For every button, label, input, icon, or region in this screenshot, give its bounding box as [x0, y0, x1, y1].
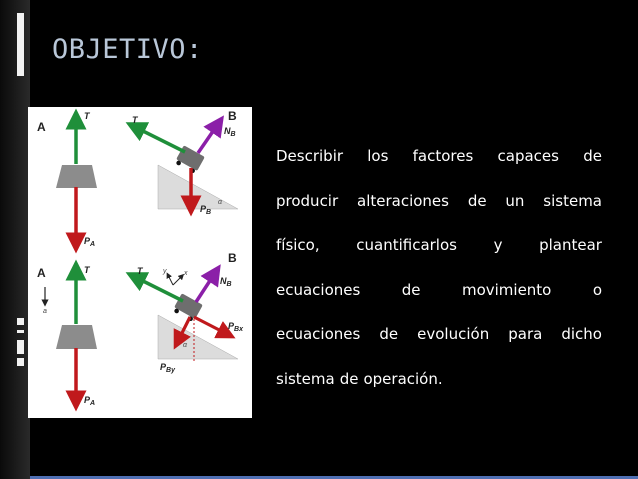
component-x-label: $P_{Bx}$ — [228, 321, 243, 333]
word: factores — [412, 147, 474, 165]
word: operación. — [363, 369, 443, 388]
weight-label-a-top: $P_A$ — [84, 236, 96, 248]
weight-label-b-top: $P_B$ — [200, 204, 212, 216]
tension-label-a-top: T — [84, 111, 90, 121]
word: físico, — [276, 236, 320, 254]
tension-arrow-b-top — [135, 127, 185, 152]
word: de — [339, 369, 359, 388]
word: dicho — [561, 325, 602, 343]
force-diagram-figure — [28, 107, 252, 418]
word: Describir — [276, 147, 344, 165]
normal-label-b-top: $N_B$ — [224, 126, 236, 138]
axis-y-arrow — [168, 275, 173, 285]
word: sistema — [276, 369, 335, 388]
angle-label-bottom: α — [183, 342, 187, 349]
label-b-bottom: B — [228, 251, 237, 265]
angle-label-top: α — [218, 199, 222, 206]
tension-label-b-top: T — [132, 115, 138, 125]
word: de — [379, 325, 399, 343]
word: de — [467, 191, 487, 210]
word: evolución — [417, 325, 490, 343]
text-line — [276, 179, 602, 224]
tension-label-a-bottom: T — [84, 265, 90, 275]
text-line — [276, 223, 602, 268]
word: alteraciones — [357, 191, 449, 210]
decor-stripe — [17, 330, 24, 333]
slide-title: OBJETIVO: — [52, 34, 203, 65]
tension-label-b-bottom: T — [137, 266, 143, 276]
incline-bottom — [158, 315, 238, 359]
word: para — [508, 325, 543, 343]
tension-arrow-b-bottom — [135, 277, 183, 301]
word: sistema — [543, 191, 602, 210]
label-a-top: A — [37, 120, 46, 134]
word: movimiento — [461, 280, 552, 299]
objective-text — [276, 134, 602, 401]
label-a-bottom: A — [37, 266, 46, 280]
block-a-bottom — [56, 325, 97, 349]
axis-x-label: x — [184, 270, 188, 277]
word: ecuaciones — [276, 325, 361, 343]
decor-stripe — [17, 13, 24, 76]
force-diagram — [28, 107, 252, 418]
component-x-arrow — [194, 317, 227, 334]
text-line — [276, 134, 602, 179]
component-y-label: $P_{By}$ — [160, 362, 175, 374]
word: producir — [276, 191, 339, 210]
normal-arrow-b-top — [198, 124, 218, 153]
text-line — [276, 357, 602, 402]
accel-label-a: a — [43, 308, 47, 315]
word: o — [592, 280, 602, 299]
label-b-top: B — [228, 109, 237, 123]
word: de — [401, 280, 421, 299]
word: un — [505, 191, 525, 210]
word: de — [583, 147, 602, 165]
axis-y-label: y — [163, 268, 167, 275]
decor-stripe — [17, 340, 24, 354]
decor-stripe — [17, 358, 24, 366]
left-decor-bar — [0, 0, 30, 479]
axis-x-arrow — [173, 276, 182, 285]
incline-top — [158, 165, 238, 209]
word: ecuaciones — [276, 280, 361, 299]
text-line — [276, 268, 602, 313]
normal-label-b-bottom: $N_B$ — [220, 276, 232, 288]
decor-stripe — [17, 318, 24, 325]
normal-arrow-b-bottom — [196, 273, 215, 302]
block-a-top — [56, 165, 97, 188]
word: cuantificarlos — [356, 236, 457, 254]
text-line — [276, 312, 602, 357]
word: los — [367, 147, 389, 165]
word: y — [493, 236, 503, 254]
word: capaces — [497, 147, 559, 165]
word: plantear — [539, 236, 602, 254]
weight-label-a-bottom: $P_A$ — [84, 395, 96, 407]
